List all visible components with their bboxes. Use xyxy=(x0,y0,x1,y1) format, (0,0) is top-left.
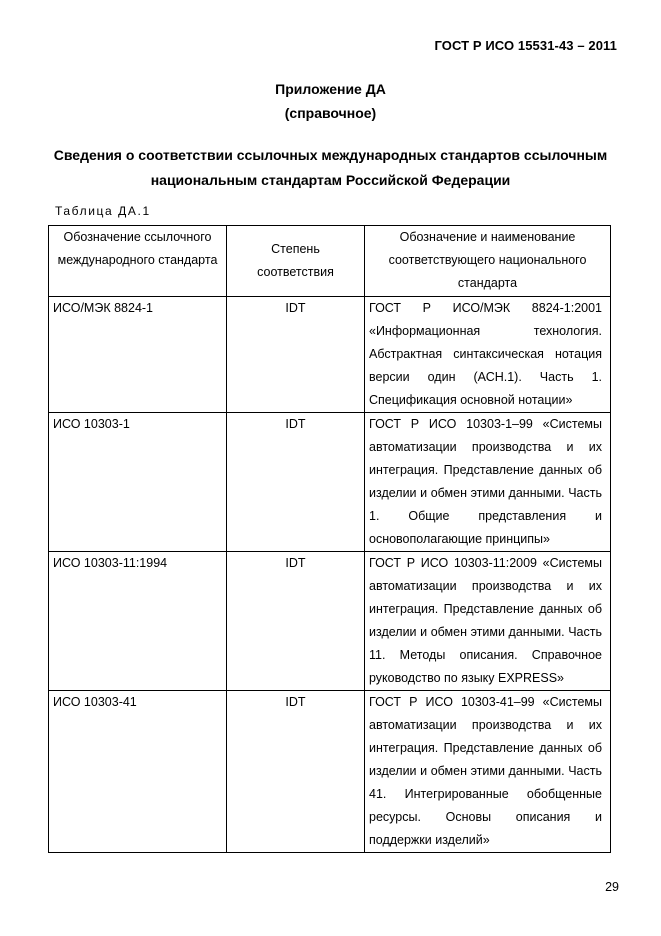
table-row xyxy=(49,691,611,853)
column-header-international-standard: Обозначение ссылочного международного стандарта xyxy=(49,226,227,297)
section-title-line-1: Сведения о соответствии ссылочных международных стандартов ссылочным xyxy=(53,147,608,163)
table-caption: Таблица ДА.1 xyxy=(55,204,151,218)
table-row xyxy=(49,297,611,413)
table-row xyxy=(49,413,611,552)
page-number: 29 xyxy=(605,880,619,894)
table-row xyxy=(49,552,611,691)
cell-degree: IDT xyxy=(227,691,365,853)
document-standard-code: ГОСТ Р ИСО 15531-43 – 2011 xyxy=(434,38,617,53)
cell-international-standard: ИСО/МЭК 8824-1 xyxy=(49,297,227,413)
section-title-line-2: национальным стандартам Российской Федерации xyxy=(150,172,511,188)
cell-international-standard: ИСО 10303-11:1994 xyxy=(49,552,227,691)
cell-degree: IDT xyxy=(227,297,365,413)
annex-title: Приложение ДА xyxy=(275,81,386,97)
cell-national-standard: ГОСТ Р ИСО/МЭК 8824-1:2001 «Информационная технология. Абстрактная синтаксическая нотация версии один (АСН.1). Часть 1. Спецификация основной нотации» xyxy=(365,297,611,413)
column-header-national-standard: Обозначение и наименование соответствующего национального стандарта xyxy=(365,226,611,297)
cell-national-standard: ГОСТ Р ИСО 10303-41–99 «Системы автоматизации производства и их интеграция. Представление данных об изделии и обмен этими данными. Часть 41. Интегрированные обобщенные ресурсы. Основы описания и поддержки изделий» xyxy=(365,691,611,853)
cell-international-standard: ИСО 10303-41 xyxy=(49,691,227,853)
cell-international-standard: ИСО 10303-1 xyxy=(49,413,227,552)
cell-national-standard: ГОСТ Р ИСО 10303-11:2009 «Системы автоматизации производства и их интеграция. Представление данных об изделии и обмен этими данными. Часть 11. Методы описания. Справочное руководство по языку EXPRESS» xyxy=(365,552,611,691)
cell-degree: IDT xyxy=(227,413,365,552)
table-header-row xyxy=(49,226,611,297)
cell-degree: IDT xyxy=(227,552,365,691)
annex-subtitle: (справочное) xyxy=(284,105,377,121)
correspondence-table xyxy=(48,225,611,853)
cell-national-standard: ГОСТ Р ИСО 10303-1–99 «Системы автоматизации производства и их интеграция. Представление данных об изделии и обмен этими данными. Часть 1. Общие представления и основополагающие принципы» xyxy=(365,413,611,552)
column-header-degree: Степень соответствия xyxy=(227,226,365,297)
section-title xyxy=(0,143,661,193)
